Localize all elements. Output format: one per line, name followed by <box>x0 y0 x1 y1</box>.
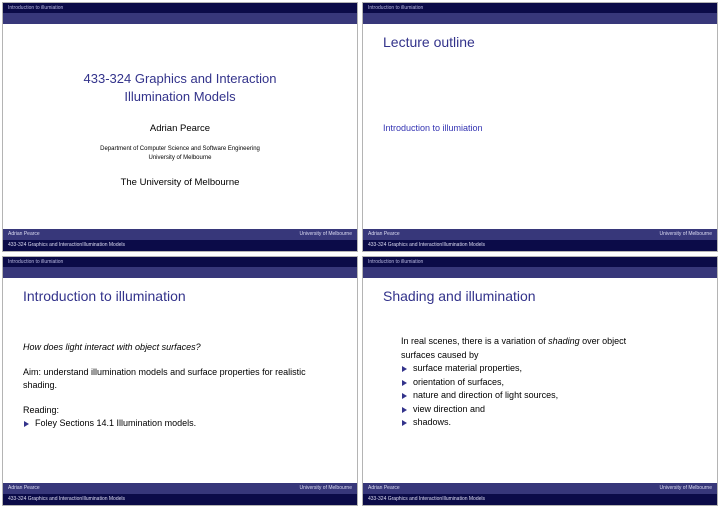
frame-title: Shading and illumination <box>383 288 536 304</box>
bullet-icon <box>402 407 407 413</box>
header-section-label[interactable]: Introduction to illumiation <box>363 3 717 13</box>
header-section-label[interactable]: Introduction to illumiation <box>3 257 357 267</box>
bullet-icon <box>402 366 407 372</box>
footer-title: 433-324 Graphics and InteractionIllumination Models <box>3 240 357 251</box>
list-item: surface material properties, <box>401 362 626 376</box>
footer-institution: University of Melbourne <box>299 231 352 237</box>
frame-title: Lecture outline <box>383 34 475 50</box>
header-section-label[interactable]: Introduction to illumiation <box>363 257 717 267</box>
footer-title: 433-324 Graphics and InteractionIllumination Models <box>3 494 357 505</box>
title-line-2: Illumination Models <box>124 89 236 104</box>
list-item: view direction and <box>401 403 626 417</box>
header-bar <box>3 267 357 278</box>
bullet-icon <box>402 420 407 426</box>
footer-author: Adrian Pearce <box>368 485 400 491</box>
institute-name: The University of Melbourne <box>120 177 240 188</box>
slide-outline <box>362 2 718 252</box>
toc-item[interactable]: Introduction to illumiation <box>383 123 483 133</box>
author-name: Adrian Pearce <box>149 123 211 134</box>
frame-title: Introduction to illumination <box>23 288 186 304</box>
slide-shading <box>362 256 718 506</box>
list-item: shadows. <box>401 416 626 430</box>
footer-row-top <box>363 229 717 240</box>
slide-footer <box>3 483 357 505</box>
slide-header <box>3 3 357 24</box>
cause-list <box>401 362 626 430</box>
footer-institution: University of Melbourne <box>659 231 712 237</box>
header-bar <box>363 13 717 24</box>
footer-author: Adrian Pearce <box>8 485 40 491</box>
university-name: University of Melbourne <box>148 154 212 161</box>
footer-row-top <box>3 229 357 240</box>
slide-header <box>363 3 717 24</box>
footer-institution: University of Melbourne <box>659 485 712 491</box>
slide-introduction <box>2 256 358 506</box>
title-line-1: 433-324 Graphics and Interaction <box>83 71 277 86</box>
department-name: Department of Computer Science and Software Engineering <box>100 146 260 152</box>
footer-author: Adrian Pearce <box>8 231 40 237</box>
list-item: Foley Sections 14.1 Illumination models. <box>23 417 328 431</box>
bullet-icon <box>402 393 407 399</box>
reading-list <box>23 417 328 431</box>
header-section-label[interactable]: Introduction to illumiation <box>3 3 357 13</box>
slide-footer <box>3 229 357 251</box>
footer-title: 433-324 Graphics and InteractionIllumination Models <box>363 494 717 505</box>
slide-footer <box>363 483 717 505</box>
question-text: How does light interact with object surfaces? <box>23 342 201 352</box>
header-bar <box>3 13 357 24</box>
slide-header <box>3 257 357 278</box>
list-item: orientation of surfaces, <box>401 376 626 390</box>
slide-body <box>401 335 626 430</box>
bullet-icon <box>402 380 407 386</box>
footer-title: 433-324 Graphics and InteractionIllumination Models <box>363 240 717 251</box>
slide-footer <box>363 229 717 251</box>
footer-institution: University of Melbourne <box>299 485 352 491</box>
intro-line-2: surfaces caused by <box>401 349 479 360</box>
slide-title <box>2 2 358 252</box>
footer-author: Adrian Pearce <box>368 231 400 237</box>
footer-row-top <box>3 483 357 494</box>
bullet-icon <box>24 421 29 427</box>
reading-label: Reading: <box>23 404 60 415</box>
intro-line-1: In real scenes, there is a variation of shading over object <box>401 336 627 346</box>
header-bar <box>363 267 717 278</box>
slide-body <box>23 341 328 431</box>
footer-row-top <box>363 483 717 494</box>
slide-header <box>363 257 717 278</box>
list-item: nature and direction of light sources, <box>401 389 626 403</box>
affiliation <box>3 145 357 162</box>
aim-text: Aim: understand illumination models and surface properties for realistic shading. <box>23 366 306 390</box>
presentation-title <box>3 70 357 106</box>
